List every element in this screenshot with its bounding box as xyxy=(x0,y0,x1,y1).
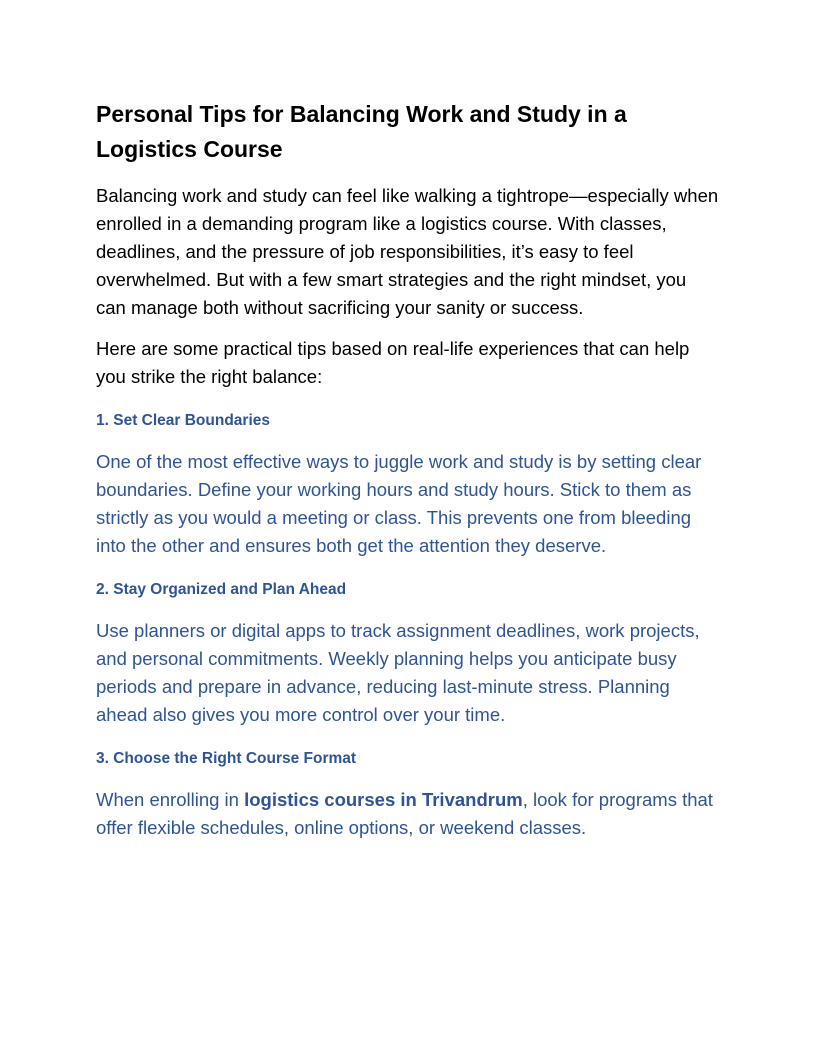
section-text-organized: Use planners or digital apps to track assignment deadlines, work projects, and personal commitments. Weekly planning helps you anticipate busy periods and prepare in advance, reducing last-minute stress. Planning ahead also gives you more control over your time. xyxy=(96,620,700,725)
course-format-keyword: logistics courses in Trivandrum xyxy=(244,789,523,810)
intro-paragraph: Balancing work and study can feel like walking a tightrope—especially when enrolled in a demanding program like a logistics course. With classes, deadlines, and the pressure of job responsibilities, it’s easy to feel overwhelmed. But with a few smart strategies and the right mindset, you can manage both without sacrificing your sanity or success. xyxy=(96,185,719,318)
course-format-text-after: , look for programs that offer flexible schedules, online options, or weekend classes. xyxy=(96,789,713,838)
section-heading-boundaries: 1. Set Clear Boundaries xyxy=(96,412,271,429)
section-heading-organized: 2. Stay Organized and Plan Ahead xyxy=(96,581,347,598)
section-text-course-format xyxy=(96,786,721,842)
page-title: Personal Tips for Balancing Work and Study in a Logistics Course xyxy=(96,101,627,162)
lead-in-paragraph: Here are some practical tips based on real-life experiences that can help you strike the right balance: xyxy=(96,338,690,387)
course-format-text-before: When enrolling in xyxy=(96,789,245,810)
document-page xyxy=(96,97,721,852)
section-heading-course-format: 3. Choose the Right Course Format xyxy=(96,750,357,767)
section-text-boundaries: One of the most effective ways to juggle work and study is by setting clear boundaries. Define your working hours and study hours. Stick to them as strictly as you would a meeting or class. This prevents one from bleeding into the other and ensures both get the attention they deserve. xyxy=(96,451,702,556)
